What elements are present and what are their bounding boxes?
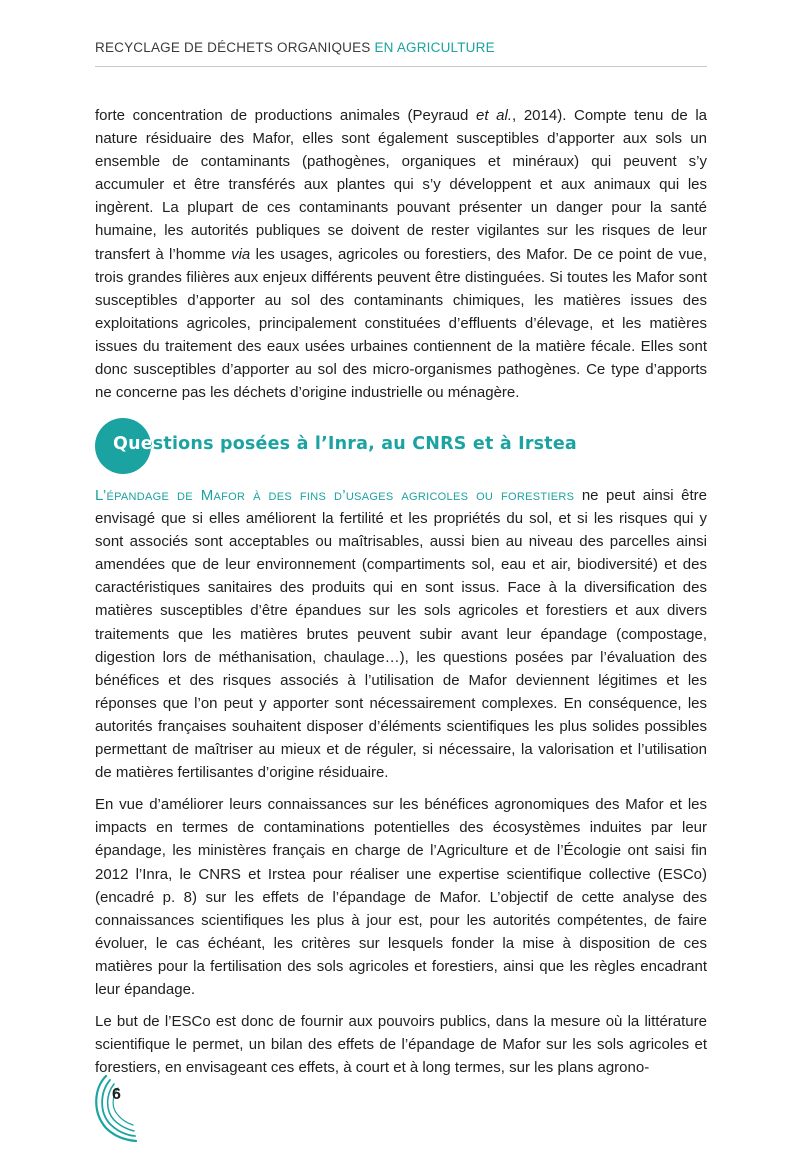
page-footer <box>92 1074 152 1144</box>
paragraph: Le but de l’ESCo est donc de fournir aux pouvoirs publics, dans la mesure où la littérature scientifique le permet, un bilan des effets de l’épandage de Mafor sur les sols agricoles et forestiers, en envisageant ces effets, à court et à long termes, sur les plans agrono- <box>95 1013 707 1077</box>
paragraph: En vue d’améliorer leurs connaissances sur les bénéfices agronomiques des Mafor et les impacts en termes de contaminations potentielles des écosystèmes induites par leur épandage, les ministères français en charge de l’Agriculture et de l’Écologie ont saisi fin 2012 l’Inra, le CNRS et Irstea pour réaliser une expertise scientifique collective (ESCo) (encadré p. 8) sur les effets de l’épandage de Mafor. L’objectif de cette analyse des connaissances scientifiques les plus à jour est, pour les autorités compétentes, de faire évoluer, le cas échéant, les critères sur lesquels fonder la mise à disposition de ces matières pour la fertilisation des sols agricoles et forestiers, ainsi que les règles encadrant leur épandage. <box>95 796 707 998</box>
page-number: 6 <box>112 1086 121 1103</box>
swirl-logo-icon <box>92 1074 152 1144</box>
section-heading-title: Questions posées à l’Inra, au CNRS et à Irstea <box>113 434 577 454</box>
paragraph <box>95 104 707 404</box>
paragraph-text: , 2014). Compte tenu de la nature résiduaire des Mafor, elles sont également susceptibles d’apporter aux sols un ensemble de contaminants (pathogènes, organiques et minéraux) qui peuvent s’y accumuler et être transférés aux plantes qui s’y développent et aux animaux qui les ingèrent. La plupart de ces contaminants pouvant présenter un danger pour la santé humaine, les autorités publiques se doivent de rester vigilantes sur les risques de leur transfert à l’homme <box>95 107 707 263</box>
paragraph-lead: L’épandage de Mafor à des fins d’usages agricoles ou forestiers <box>95 487 575 504</box>
paragraph-text: ne peut ainsi être envisagé que si elles améliorent la fertilité et les propriétés du sol, et si les risques qui y sont associés sont acceptables ou maîtrisables, aussi bien au niveau des parcelles ainsi amendées que de leur environnement (compartiments sol, eau et air, biodiversité) et des caractéristiques sanitaires des produits qui en sont issus. Face à la diversification des matières susceptibles d’être épandues sur les sols agricoles et forestiers et aux divers traitements que les matières brutes peuvent subir avant leur épandage (compostage, digestion lors de méthanisation, chaulage…), les questions posées par l’évaluation des bénéfices et des risques associés à l’utilisation de Mafor deviennent légitimes et les réponses que l’on peut y apporter sont nécessairement complexes. En conséquence, les autorités françaises souhaitent disposer d’éléments scientifiques les plus solides possibles permettant de maîtriser au mieux et de réguler, si nécessaire, la valorisation et l’utilisation de matières fertilisantes d’origine résiduaire. <box>95 487 707 782</box>
paragraph-text: les usages, agricoles ou forestiers, des Mafor. De ce point de vue, trois grandes filières aux enjeux différents peuvent être distinguées. Si toutes les Mafor sont susceptibles d’apporter au sol des contaminants chimiques, les matières issues des exploitations agricoles, principalement constituées d’effluents d’élevage, et les matières issues du traitement des eaux usées urbaines contiennent de la matière fécale. Elles sont donc susceptibles d’apporter au sol des micro-organismes pathogènes. Ce type d’apports ne concerne pas les déchets d’origine industrielle ou ménagère. <box>95 245 708 402</box>
header-divider <box>95 66 707 67</box>
running-header-title: RECYCLAGE DE DÉCHETS ORGANIQUES <box>95 40 371 55</box>
paragraph-italic: via <box>231 245 251 263</box>
paragraph-text: forte concentration de productions animales (Peyraud <box>95 107 477 124</box>
section-heading <box>95 418 707 474</box>
paragraph <box>95 484 707 784</box>
body-text-top <box>95 104 707 413</box>
running-header <box>95 40 715 55</box>
body-text-bottom <box>95 484 707 1088</box>
paragraph-italic: et al. <box>476 107 513 124</box>
running-header-accent: EN AGRICULTURE <box>374 40 495 55</box>
